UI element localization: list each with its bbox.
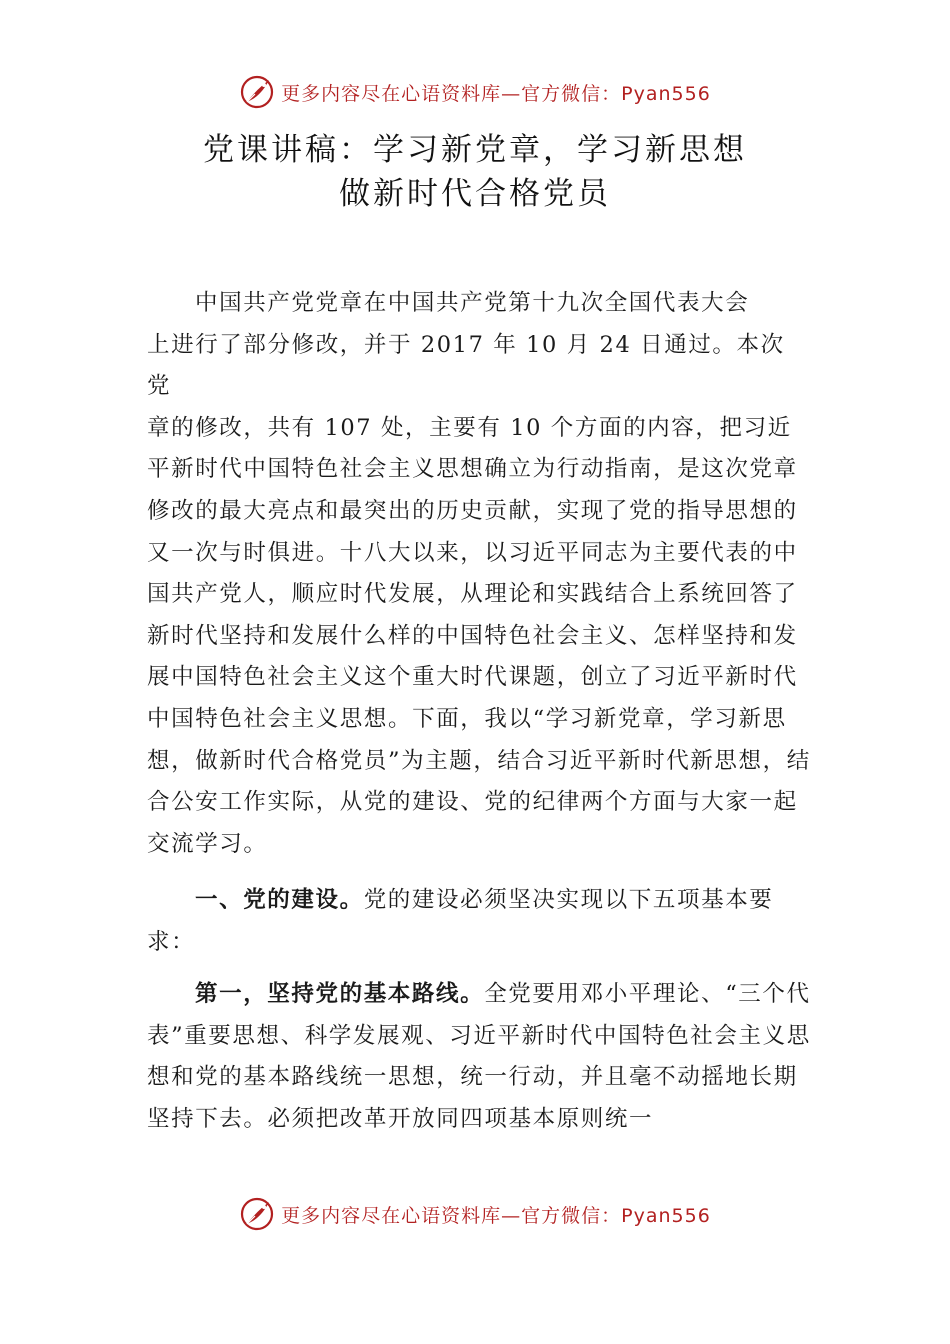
paragraph-1-rest: 章的修改，共有 107 处，主要有 10 个方面的内容，把习近平新时代中国特色社会主义思想确立为行动指南，是这次党章修改的最大亮点和最突出的历史贡献，实现了党的指导思想的又一次与时俱进。十八大以来，以习近平同志为主要代表的中国共产党人，顺应时代发展，从理论和实践结合上系统回答了新时代坚持和发展什么样的中国特色社会主义、怎样坚持和发展中国特色社会主义这个重大时代课题，创立了习近平新时代中国特色社会主义思想。下面，我以“学习新党章，学习新思想，做新时代合格党员”为主题，结合习近平新时代新思想，结合公安工作实际，从党的建设、党的纪律两个方面与大家一起交流学习。 — [147, 414, 811, 857]
document-body — [147, 283, 815, 865]
banner-label: 更多内容尽在心语资料库—官方微信： — [281, 82, 622, 105]
item-1-paragraph — [147, 974, 815, 1140]
section-1 — [147, 880, 815, 963]
quill-pen-logo-icon — [239, 74, 275, 110]
paragraph-1-line-1: 中国共产党党章在中国共产党第十九次全国代表大会 — [195, 290, 750, 316]
section-1-paragraph — [147, 880, 815, 963]
section-1-heading: 一、党的建设。 — [195, 887, 364, 913]
banner-wechat-id: Pyan556 — [621, 1204, 711, 1227]
item-1 — [147, 974, 815, 1140]
paragraph-1-line-3: 党 — [147, 373, 172, 400]
quill-pen-logo-icon — [239, 1196, 275, 1232]
banner-wechat-id: Pyan556 — [621, 82, 711, 105]
banner-label: 更多内容尽在心语资料库—官方微信： — [281, 1204, 622, 1227]
paragraph-1-line-2: 上进行了部分修改，并于 2017 年 10 月 24 日通过。本次 — [147, 331, 785, 358]
document-title-line2: 做新时代合格党员 — [339, 176, 611, 212]
footer-banner — [0, 1192, 950, 1236]
item-1-text: 全党要用邓小平理论、“三个代表”重要思想、科学发展观、习近平新时代中国特色社会主义思想和党的基本路线统一思想，统一行动，并且毫不动摇地长期坚持下去。必须把改革开放同四项基本原则统一 — [147, 981, 811, 1132]
header-banner — [0, 70, 950, 114]
banner-text — [281, 79, 711, 106]
item-1-heading: 第一，坚持党的基本路线。 — [195, 981, 485, 1007]
banner-text — [281, 1201, 711, 1228]
section-1-text: 党的建设必须坚决实现以下五项基本要求： — [147, 887, 774, 955]
document-title-line1: 党课讲稿：学习新党章，学习新思想 — [203, 132, 747, 168]
